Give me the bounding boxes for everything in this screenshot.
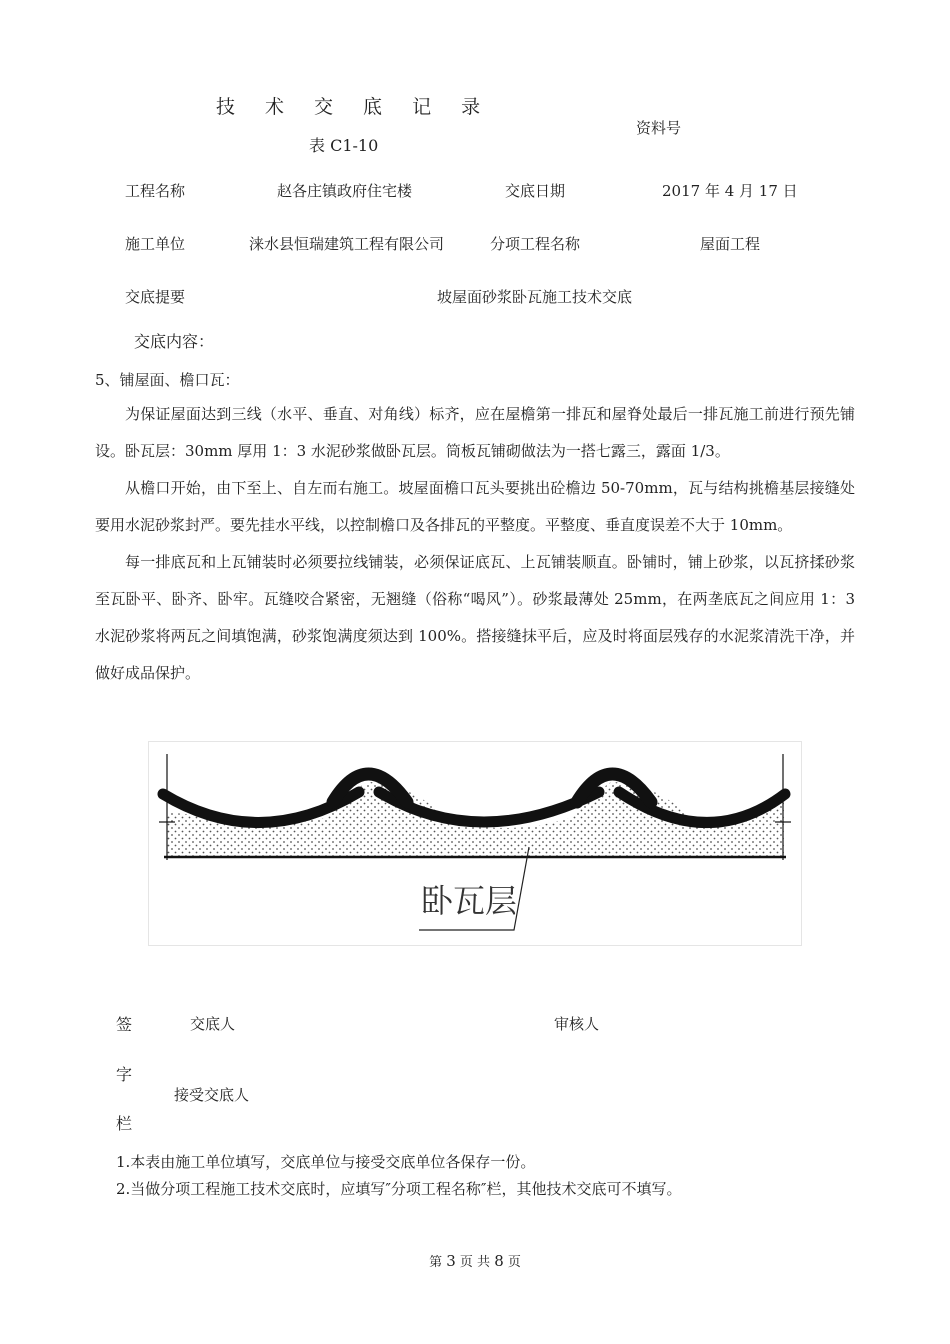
title-char: 技 — [216, 96, 236, 118]
page-footer — [0, 1251, 950, 1270]
subitem-value: 屋面工程 — [700, 235, 761, 253]
summary-value: 坡屋面砂浆卧瓦施工技术交底 — [437, 288, 633, 306]
paragraph: 为保证屋面达到三线（水平、垂直、对角线）标齐，应在屋檐第一排瓦和屋脊处最后一排瓦施工前进行预先铺设。卧瓦层：30mm 厚用 1：3 水泥砂浆做卧瓦层。筒板瓦铺砌做法为一搭七露三，露面 1/3。 — [95, 405, 855, 460]
signature-col-char: 栏 — [116, 1114, 133, 1133]
form-number: 表 C1-10 — [309, 136, 379, 155]
subitem-label: 分项工程名称 — [490, 235, 581, 253]
content-heading: 交底内容： — [134, 332, 215, 351]
page-number: 3 — [446, 1252, 456, 1270]
date-label: 交底日期 — [505, 182, 566, 200]
footer-text: 页 — [507, 1255, 521, 1270]
signature-col-char: 签 — [116, 1015, 133, 1034]
signature-col-char: 字 — [116, 1065, 133, 1084]
doc-number-label: 资料号 — [636, 119, 682, 137]
page-total: 8 — [494, 1252, 504, 1270]
construction-unit-value: 涞水县恒瑞建筑工程有限公司 — [249, 235, 445, 253]
title-char: 录 — [461, 96, 481, 118]
document-title — [216, 92, 510, 119]
footer-text: 页 共 — [459, 1255, 491, 1270]
content-body — [95, 396, 855, 692]
section-heading: 5、铺屋面、檐口瓦： — [95, 371, 240, 389]
date-value: 2017 年 4 月 17 日 — [662, 182, 798, 200]
tile-diagram-svg — [149, 742, 801, 945]
footer-text: 第 — [429, 1255, 443, 1270]
reviewer-label: 审核人 — [554, 1015, 600, 1033]
construction-unit-label: 施工单位 — [125, 235, 186, 253]
tile-bedding-diagram — [148, 741, 802, 946]
note-item: 2.当做分项工程施工技术交底时，应填写″分项工程名称″栏，其他技术交底可不填写。 — [116, 1180, 682, 1198]
title-char: 交 — [314, 96, 334, 118]
figure-label: 卧瓦层 — [421, 882, 518, 920]
paragraph: 从檐口开始，由下至上、自左而右施工。坡屋面檐口瓦头要挑出砼檐边 50-70mm，瓦与结构挑檐基层接缝处要用水泥砂浆封严。要先挂水平线，以控制檐口及各排瓦的平整度。平整度、垂直度误差不大于 10mm。 — [95, 479, 855, 534]
submitter-label: 交底人 — [190, 1015, 236, 1033]
project-name-value: 赵各庄镇政府住宅楼 — [277, 182, 413, 200]
note-item: 1.本表由施工单位填写，交底单位与接受交底单位各保存一份。 — [116, 1153, 536, 1171]
paragraph: 每一排底瓦和上瓦铺装时必须要拉线铺装，必须保证底瓦、上瓦铺装顺直。卧铺时，铺上砂浆，以瓦挤揉砂浆至瓦卧平、卧齐、卧牢。瓦缝咬合紧密，无翘缝（俗称“喝风”）。砂浆最薄处 25mm，在两垄底瓦之间应用 1：3 水泥砂浆将两瓦之间填饱满，砂浆饱满度须达到 100%。搭接缝抹平后，应及时将面层残存的水泥浆清洗干净，并做好成品保护。 — [95, 553, 855, 682]
project-name-label: 工程名称 — [125, 182, 186, 200]
title-char: 记 — [412, 96, 432, 118]
title-char: 术 — [265, 96, 285, 118]
receiver-label: 接受交底人 — [174, 1086, 250, 1104]
summary-label: 交底提要 — [125, 288, 186, 306]
title-char: 底 — [363, 96, 383, 118]
